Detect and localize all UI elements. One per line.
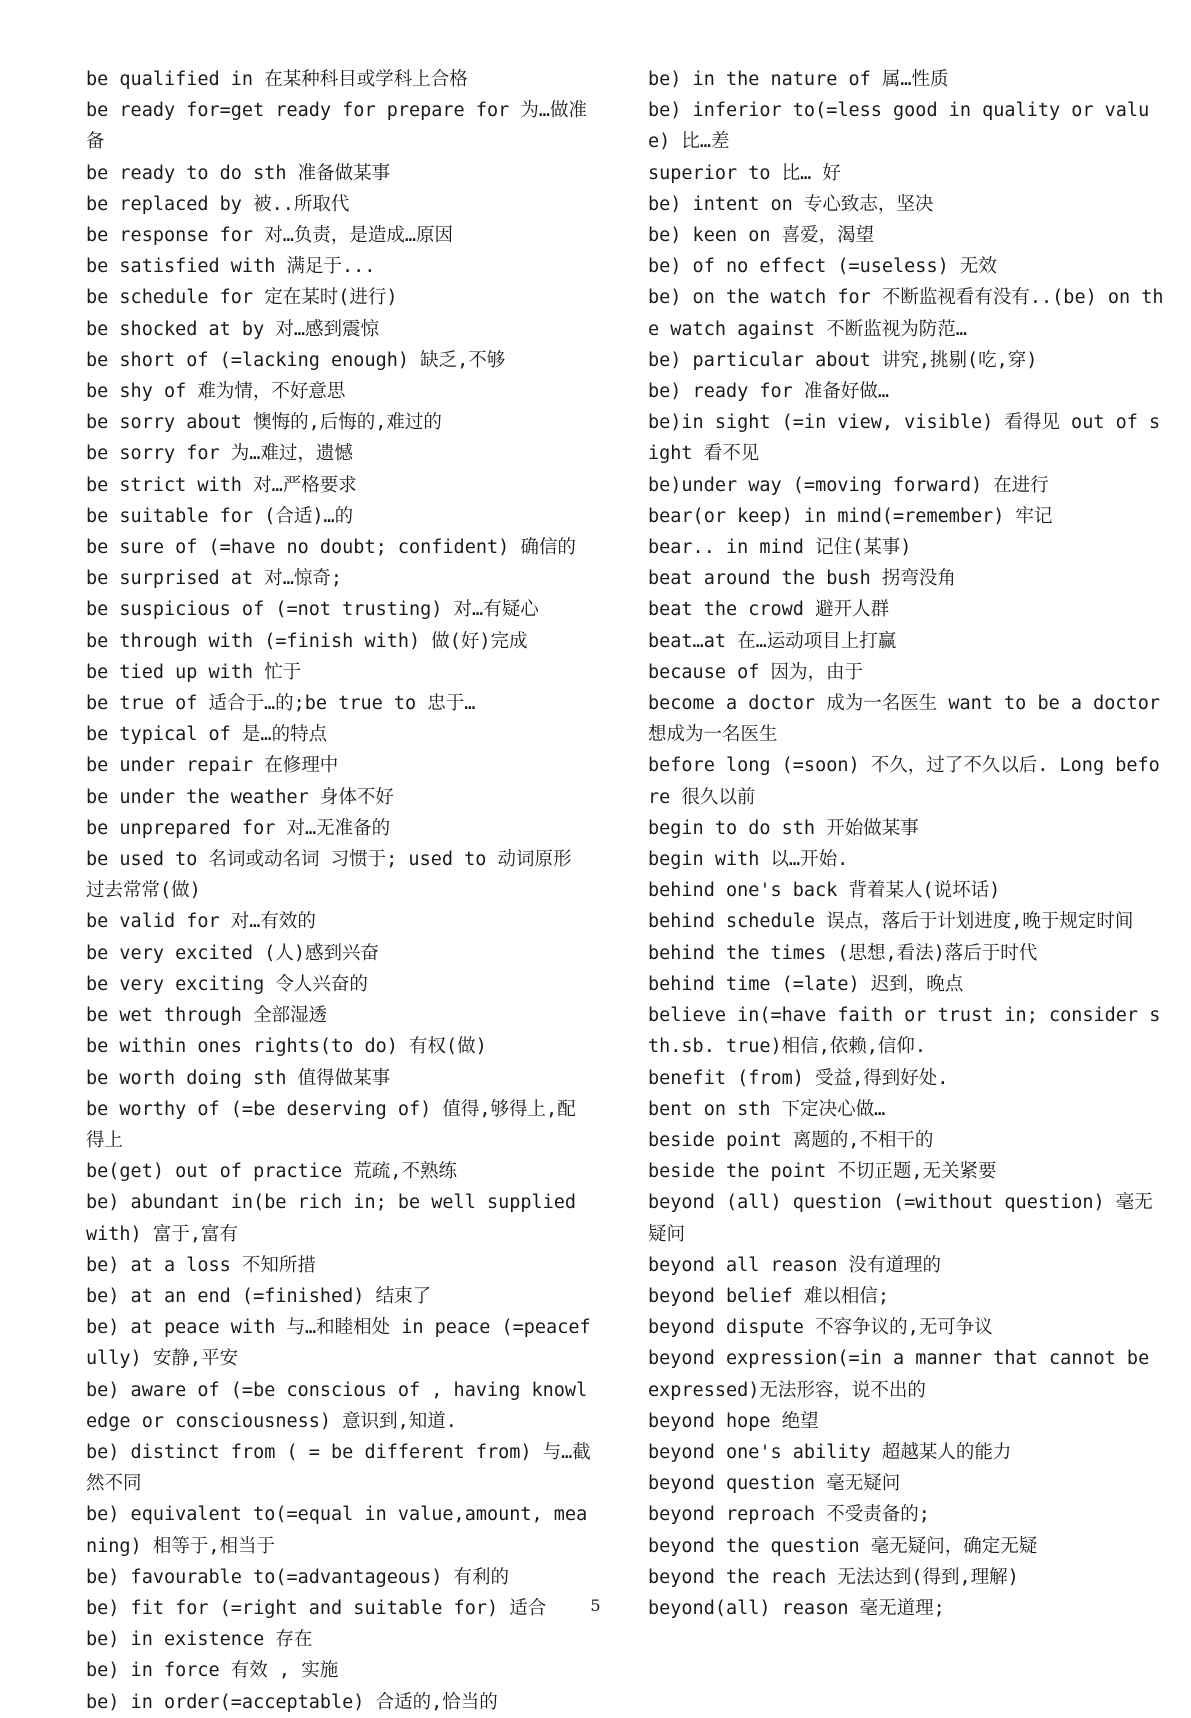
phrase-entry: beyond dispute 不容争议的,无可争议: [648, 1317, 993, 1339]
phrase-entry: beyond(all) reason 毫无道理;: [648, 1597, 945, 1619]
phrase-entry: be response for 对…负责，是造成…原因: [86, 225, 453, 247]
phrase-entry: before long (=soon) 不久，过了不久以后. Long before 很久以前: [648, 755, 1160, 808]
phrase-entry: be tied up with 忙于: [86, 661, 302, 683]
phrase-entry: beyond the reach 无法达到(得到,理解): [648, 1566, 1019, 1588]
phrase-entry: be ready to do sth 准备做某事: [86, 162, 391, 184]
phrase-entry: be schedule for 定在某时(进行): [86, 287, 398, 309]
page-number: 5: [590, 1596, 601, 1615]
phrase-entry: be unprepared for 对…无准备的: [86, 817, 391, 839]
phrase-entry: be ready for=get ready for prepare for 为…做准备: [86, 100, 588, 153]
phrase-entry: be sure of (=have no doubt; confident) 确信的: [86, 537, 576, 559]
phrase-entry: be(get) out of practice 荒疏,不熟练: [86, 1161, 457, 1183]
phrase-entry: beyond belief 难以相信;: [648, 1285, 890, 1307]
phrase-entry: beat…at 在…运动项目上打赢: [648, 630, 897, 652]
phrase-entry: be)in sight (=in view, visible) 看得见 out of sight 看不见: [648, 412, 1161, 465]
phrase-entry: be within ones rights(to do) 有权(做): [86, 1036, 487, 1058]
phrase-entry: be replaced by 被..所取代: [86, 193, 350, 215]
phrase-entry: be worth doing sth 值得做某事: [86, 1067, 391, 1089]
right-column: [648, 64, 1168, 1624]
phrase-entry: beyond expression(=in a manner that cannot be expressed)无法形容，说不出的: [648, 1348, 1150, 1401]
phrase-entry: bear(or keep) in mind(=remember) 牢记: [648, 505, 1053, 527]
phrase-entry: beside point 离题的,不相干的: [648, 1129, 934, 1151]
phrase-entry: beyond reproach 不受责备的;: [648, 1504, 930, 1526]
phrase-entry: be short of (=lacking enough) 缺乏,不够: [86, 349, 506, 371]
phrase-entry: begin to do sth 开始做某事: [648, 817, 919, 839]
phrase-entry: be shocked at by 对…感到震惊: [86, 318, 379, 340]
phrase-entry: be under repair 在修理中: [86, 755, 339, 777]
phrase-entry: be very excited (人)感到兴奋: [86, 942, 379, 964]
phrase-entry: be used to 名词或动名词 习惯于; used to 动词原形 过去常常(做): [86, 849, 572, 902]
phrase-entry: be) in force 有效 , 实施: [86, 1660, 339, 1682]
left-column: [86, 64, 591, 1718]
phrase-entry: be sorry about 懊悔的,后悔的,难过的: [86, 412, 442, 434]
phrase-entry: be) equivalent to(=equal in value,amount, meaning) 相等于,相当于: [86, 1504, 588, 1557]
phrase-entry: be surprised at 对…惊奇;: [86, 568, 342, 590]
phrase-entry: behind the times (思想,看法)落后于时代: [648, 942, 1038, 964]
phrase-entry: be worthy of (=be deserving of) 值得,够得上,配得上: [86, 1098, 576, 1151]
phrase-entry: be)under way (=moving forward) 在进行: [648, 474, 1049, 496]
phrase-entry: be valid for 对…有效的: [86, 911, 316, 933]
phrase-entry: superior to 比… 好: [648, 162, 841, 184]
phrase-entry: be suitable for (合适)…的: [86, 505, 354, 527]
phrase-entry: beyond question 毫无疑问: [648, 1473, 901, 1495]
phrase-entry: be) abundant in(be rich in; be well supplied with) 富于,富有: [86, 1192, 577, 1245]
phrase-entry: because of 因为，由于: [648, 661, 864, 683]
phrase-entry: beyond hope 绝望: [648, 1410, 819, 1432]
phrase-entry: believe in(=have faith or trust in; consider sth.sb. true)相信,依赖,信仰.: [648, 1005, 1161, 1058]
phrase-entry: begin with 以…开始.: [648, 849, 849, 871]
phrase-entry: become a doctor 成为一名医生 want to be a doctor 想成为一名医生: [648, 693, 1160, 746]
phrase-entry: beyond one's ability 超越某人的能力: [648, 1441, 1012, 1463]
phrase-entry: be) in the nature of 属…性质: [648, 69, 949, 90]
phrase-entry: bent on sth 下定决心做…: [648, 1098, 886, 1120]
phrase-entry: behind time (=late) 迟到，晚点: [648, 973, 964, 995]
phrase-entry: be) ready for 准备好做…: [648, 381, 890, 403]
phrase-entry: be satisfied with 满足于...: [86, 256, 376, 278]
phrase-entry: be typical of 是…的特点: [86, 724, 328, 746]
phrase-entry: beyond the question 毫无疑问，确定无疑: [648, 1535, 1038, 1557]
phrase-entry: be) distinct from ( = be different from) 与…截然不同: [86, 1441, 591, 1495]
phrase-entry: be) favourable to(=advantageous) 有利的: [86, 1566, 510, 1588]
phrase-entry: be) at a loss 不知所措: [86, 1254, 316, 1276]
phrase-entry: beside the point 不切正题,无关紧要: [648, 1161, 997, 1183]
phrase-entry: be) at an end (=finished) 结束了: [86, 1285, 432, 1307]
phrase-entry: be) intent on 专心致志，坚决: [648, 193, 934, 215]
phrase-entry: be under the weather 身体不好: [86, 786, 394, 808]
phrase-entry: be) keen on 喜爱，渴望: [648, 225, 875, 247]
phrase-entry: be very exciting 令人兴奋的: [86, 973, 368, 995]
phrase-entry: beat around the bush 拐弯没角: [648, 568, 956, 590]
phrase-entry: beyond all reason 没有道理的: [648, 1254, 941, 1276]
phrase-entry: be) in order(=acceptable) 合适的,恰当的: [86, 1691, 498, 1713]
phrase-entry: be strict with 对…严格要求: [86, 474, 357, 496]
phrase-entry: be) inferior to(=less good in quality or value) 比…差: [648, 100, 1150, 153]
phrase-entry: be qualified in 在某种科目或学科上合格: [86, 69, 468, 90]
phrase-entry: be) particular about 讲究,挑剔(吃,穿): [648, 349, 1038, 371]
phrase-entry: be through with (=finish with) 做(好)完成: [86, 630, 528, 652]
phrase-entry: be sorry for 为…难过，遗憾: [86, 443, 353, 465]
phrase-entry: be) of no effect (=useless) 无效: [648, 256, 997, 278]
phrase-entry: bear.. in mind 记住(某事): [648, 537, 912, 559]
phrase-entry: behind schedule 误点，落后于计划进度,晚于规定时间: [648, 911, 1134, 933]
phrase-entry: beat the crowd 避开人群: [648, 599, 890, 621]
phrase-entry: be) fit for (=right and suitable for) 适合: [86, 1597, 547, 1619]
phrase-entry: be wet through 全部湿透: [86, 1005, 328, 1027]
phrase-entry: be suspicious of (=not trusting) 对…有疑心: [86, 599, 539, 621]
phrase-entry: be) at peace with 与…和睦相处 in peace (=peacefully) 安静,平安: [86, 1317, 591, 1370]
phrase-entry: beyond (all) question (=without question) 毫无疑问: [648, 1192, 1153, 1245]
phrase-entry: benefit (from) 受益,得到好处.: [648, 1067, 949, 1089]
phrase-entry: be shy of 难为情，不好意思: [86, 381, 346, 403]
phrase-entry: be) in existence 存在: [86, 1629, 313, 1651]
phrase-entry: be) on the watch for 不断监视看有没有..(be) on the watch against 不断监视为防范…: [648, 287, 1164, 340]
phrase-entry: be true of 适合于…的;be true to 忠于…: [86, 693, 476, 715]
phrase-entry: behind one's back 背着某人(说坏话): [648, 880, 1001, 902]
phrase-entry: be) aware of (=be conscious of , having knowledge or consciousness) 意识到,知道.: [86, 1379, 588, 1432]
